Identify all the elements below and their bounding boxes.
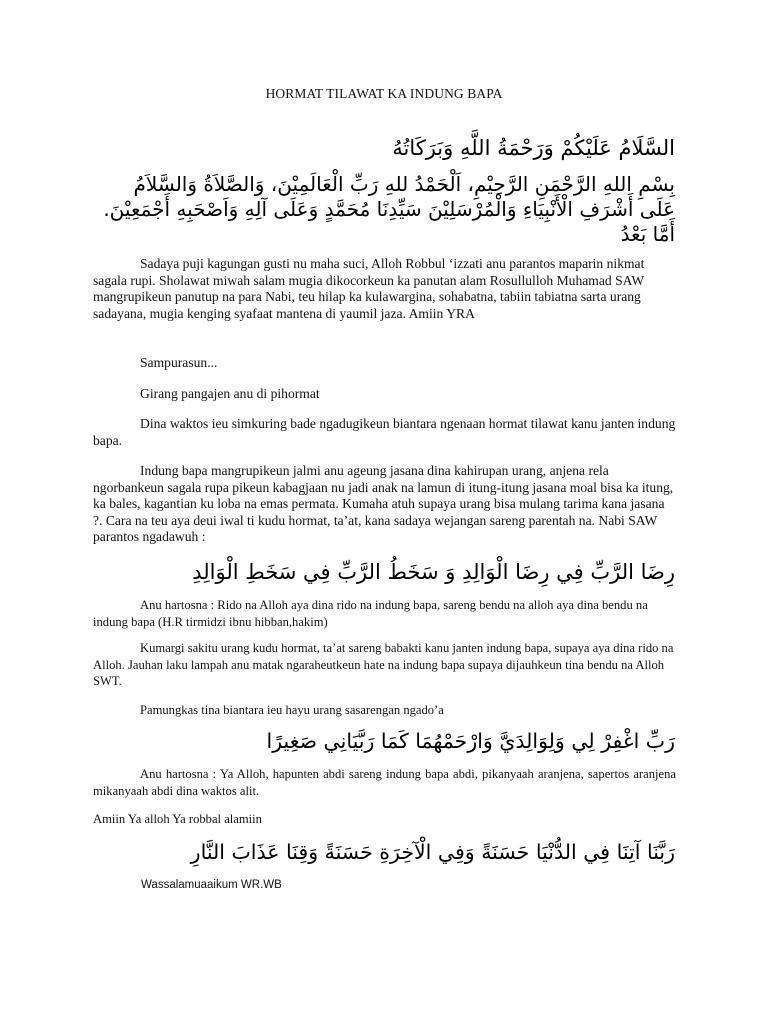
arabic-doa-parents: رَبِّ اغْفِرْ لِي وَلِوَالِدَيَّ وَارْحَمْهُمَا كَمَا رَبَّيَانِي صَغِيرًا (266, 729, 675, 753)
paragraph-girang: Girang pangajen anu di pihormat (140, 386, 320, 401)
arabic-opening: بِسْمِ اللهِ الرَّحْمَنِ الرَّحِيْمِ، اَلْحَمْدُ للهِ رَبِّ الْعَالَمِيْنَ، وَالصَّلاَةُ وَالسَّلاَمُ عَلَى أَشْرَفِ الْأَنْبِيَاءِ وَالْمُرْسَلِيْنَ سَيِّدِنَا مُحَمَّدٍ وَعَلَى آلِهِ وَاَصْحَبِهِ أَجْمَعِيْنَ. أَمَّا بَعْدُ (103, 172, 675, 246)
closing-salam: Wassalamuaaikum WR.WB (141, 879, 282, 891)
paragraph-indung-bapa: Indung bapa mangrupikeun jalmi anu ageung jasana dina kahirupan urang, anjena rela ngorbankeun sagala rupa pikeun kabagjaan nu jadi anak na lamun di itung-itung jasana moal bisa ka itung, ka bales, kagantian ku loba na emas permata. Kumaha atuh supaya urang bisa mulang tarima kana jasana ?. Cara na teu aya deui iwal ti kudu hormat, ta’at, kana sadaya wejangan sareng parentah na. Nabi SAW parantos ngadawuh : (93, 463, 674, 544)
paragraph-amiin: Amiin Ya alloh Ya robbal alamiin (93, 812, 262, 826)
paragraph-praise: Sadaya puji kagungan gusti nu maha suci, Alloh Robbul ‘izzati anu parantos maparin nikmat sagala rupi. Sholawat miwah salam mugia dikocorkeun ka panutan alam Rosullulloh Muhamad SAW mangrupikeun panutup na para Nabi, teu hilap ka kulawargina, sohabatna, tabiin tabiatna sarta urang sadayana, mugia kenging syafaat mantena di yaumil jaza. Amiin YRA (93, 256, 645, 321)
paragraph-hartosna-2: Anu hartosna : Ya Alloh, hapunten abdi sareng indung bapa abdi, pikanyaah aranjena, sapertos aranjena mikanyaah abdi dina waktos alit. (93, 767, 676, 798)
arabic-hadith: رِضَا الرَّبِّ فِي رِضَا الْوَالِدِ وَ سَخَطُ الرَّبِّ فِي سَخَطِ الْوَالِدِ (192, 560, 675, 584)
paragraph-pamungkas: Pamungkas tina biantara ieu hayu urang sasarengan ngado’a (140, 703, 444, 717)
paragraph-dina-waktos: Dina waktos ieu simkuring bade ngadugikeun biantara ngenaan hormat tilawat kanu janten indung bapa. (93, 416, 676, 448)
paragraph-sampurasun: Sampurasun... (140, 355, 218, 370)
arabic-doa-world: رَبَّنَا آتِنَا فِي الدُّنْيَا حَسَنَةً وَفِي الْآخِرَةِ حَسَنَةً وَقِنَا عَذَابَ النَّارِ (190, 840, 675, 864)
paragraph-kumargi: Kumargi sakitu urang kudu hormat, ta’at sareng babakti kanu janten indung bapa, supaya aya dina rido na Alloh. Jauhan laku lampah anu matak ngaraheutkeun hate na indung bapa supaya dijauhkeun tina bendu na Alloh SWT. (93, 641, 674, 688)
arabic-greeting: السَّلَامُ عَلَيْكُمْ وَرَحْمَةُ اللَّهِ وَبَرَكَاتُهُ (392, 136, 675, 160)
document-title: HORMAT TILAWAT KA INDUNG BAPA (265, 86, 503, 101)
paragraph-hartosna-1: Anu hartosna : Rido na Alloh aya dina rido na indung bapa, sareng bendu na alloh aya dina bendu na indung bapa (H.R tirmidzi ibnu hibban,hakim) (93, 598, 648, 629)
